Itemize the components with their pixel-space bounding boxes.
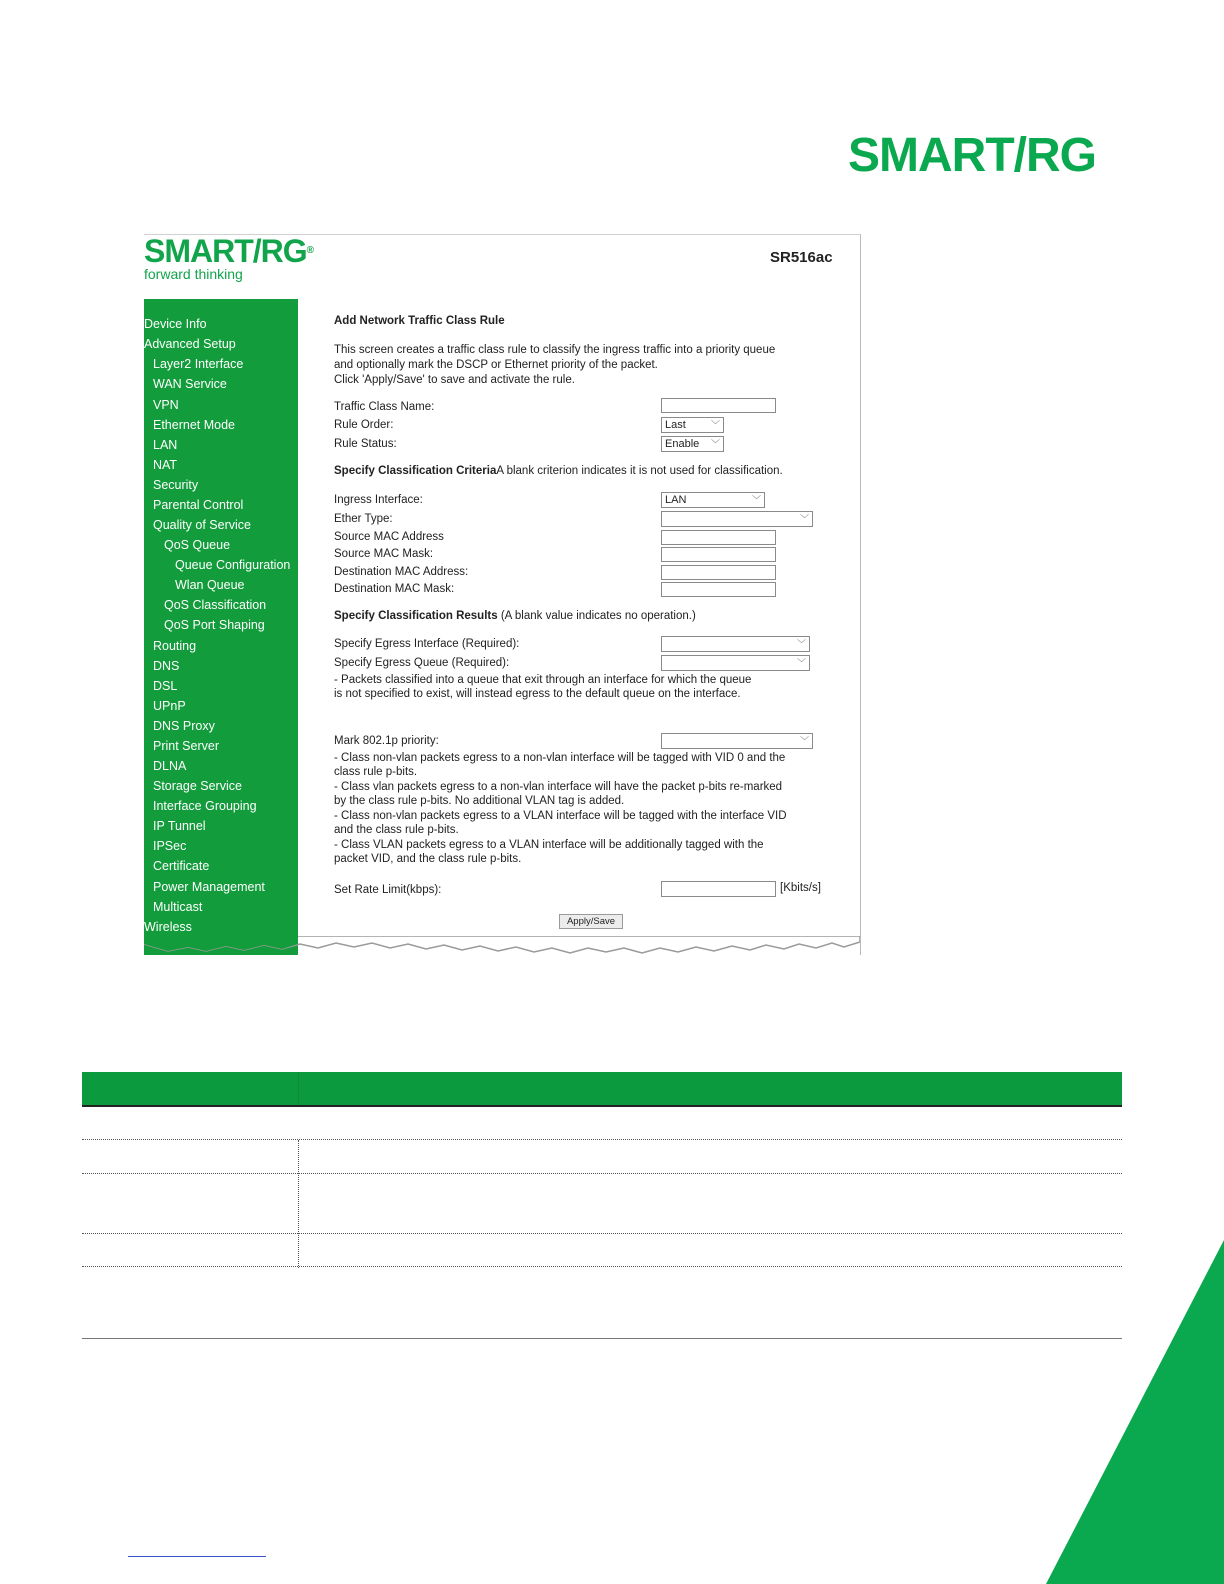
sidebar-item-upnp[interactable]: UPnP: [153, 699, 186, 713]
corner-accent: [1046, 1240, 1224, 1584]
sidebar-item-dsl[interactable]: DSL: [153, 679, 178, 693]
rate-limit-label: Set Rate Limit(kbps):: [334, 884, 442, 896]
sidebar-item-print-server[interactable]: Print Server: [153, 739, 219, 753]
chevron-down-icon: ﹀: [710, 420, 720, 430]
sidebar-item-dns-proxy[interactable]: DNS Proxy: [153, 719, 215, 733]
results-heading: Specify Classification Results (A blank value indicates no operation.): [334, 610, 696, 622]
mark-note: class rule p-bits.: [334, 766, 418, 778]
table-row-divider: [82, 1266, 1122, 1267]
sidebar-item-certificate[interactable]: Certificate: [153, 859, 210, 873]
form-title: Add Network Traffic Class Rule: [334, 315, 505, 327]
sidebar-item-interface-grouping[interactable]: Interface Grouping: [153, 799, 257, 813]
mark-note: - Class vlan packets egress to a non-vlan interface will have the packet p-bits re-marked: [334, 781, 783, 793]
traffic-class-name-label: Traffic Class Name:: [334, 401, 435, 413]
sidebar-item-wan-service[interactable]: WAN Service: [153, 377, 227, 391]
criteria-heading: Specify Classification CriteriaA blank criterion indicates it is not used for classification.: [334, 465, 783, 477]
source-mac-mask-input[interactable]: [661, 547, 776, 562]
source-mac-mask-label: Source MAC Mask:: [334, 548, 434, 560]
apply-save-button[interactable]: Apply/Save: [559, 914, 623, 929]
sidebar-item-dns[interactable]: DNS: [153, 659, 180, 673]
mark-priority-select[interactable]: [661, 733, 813, 749]
ether-type-select[interactable]: [661, 511, 813, 527]
sidebar-item-multicast[interactable]: Multicast: [153, 900, 203, 914]
destination-mac-address-label: Destination MAC Address:: [334, 566, 469, 578]
sidebar-item-dlna[interactable]: DLNA: [153, 759, 187, 773]
mark-note: - Class non-vlan packets egress to a non-vlan interface will be tagged with VID 0 and the: [334, 752, 786, 764]
sidebar-item-device-info[interactable]: Device Info: [144, 317, 207, 331]
destination-mac-mask-label: Destination MAC Mask:: [334, 583, 455, 595]
egress-note-1: - Packets classified into a queue that exit through an interface for which the queue: [334, 674, 752, 686]
intro-line-2: and optionally mark the DSCP or Ethernet priority of the packet.: [334, 359, 658, 371]
destination-mac-mask-input[interactable]: [661, 582, 776, 597]
mark-note: packet VID, and the class rule p-bits.: [334, 853, 522, 865]
egress-note-2: is not specified to exist, will instead egress to the default queue on the interface.: [334, 688, 741, 700]
brand-logo: SMART/RG: [848, 129, 1096, 182]
sidebar: [144, 299, 298, 955]
sidebar-item-qos-queue[interactable]: QoS Queue: [164, 538, 231, 552]
egress-interface-select[interactable]: [661, 636, 810, 652]
sidebar-item-lan[interactable]: LAN: [153, 438, 178, 452]
sidebar-item-qos-port-shaping[interactable]: QoS Port Shaping: [164, 618, 265, 632]
chevron-down-icon: ﹀: [799, 736, 809, 746]
intro-line-1: This screen creates a traffic class rule to classify the ingress traffic into a priority queue: [334, 344, 776, 356]
egress-interface-label: Specify Egress Interface (Required):: [334, 638, 520, 650]
sidebar-item-queue-configuration[interactable]: Queue Configuration: [175, 558, 291, 572]
sidebar-item-parental-control[interactable]: Parental Control: [153, 498, 244, 512]
sidebar-item-power-management[interactable]: Power Management: [153, 880, 265, 894]
egress-queue-label: Specify Egress Queue (Required):: [334, 657, 510, 669]
sidebar-item-storage-service[interactable]: Storage Service: [153, 779, 242, 793]
mark-priority-label: Mark 802.1p priority:: [334, 735, 439, 747]
sidebar-item-ipsec[interactable]: IPSec: [153, 839, 187, 853]
rate-unit: [Kbits/s]: [780, 882, 821, 894]
screenshot-logo: SMART/RG®: [144, 234, 314, 269]
sidebar-item-wlan-queue[interactable]: Wlan Queue: [175, 578, 245, 592]
table-column-divider: [298, 1140, 299, 1268]
footer-link-underline[interactable]: [128, 1556, 266, 1557]
sidebar-item-wireless[interactable]: Wireless: [144, 920, 192, 934]
mark-note: - Class VLAN packets egress to a VLAN interface will be additionally tagged with the: [334, 839, 764, 851]
rule-status-label: Rule Status:: [334, 438, 397, 450]
source-mac-address-label: Source MAC Address: [334, 531, 444, 543]
table-row-divider: [82, 1173, 1122, 1174]
egress-queue-select[interactable]: [661, 655, 810, 671]
mark-note: by the class rule p-bits. No additional VLAN tag is added.: [334, 795, 625, 807]
table-row-divider: [82, 1233, 1122, 1234]
ingress-interface-select[interactable]: LAN ﹀: [661, 492, 765, 508]
rate-limit-input[interactable]: [661, 881, 776, 897]
sidebar-item-quality-of-service[interactable]: Quality of Service: [153, 518, 251, 532]
sidebar-item-security[interactable]: Security: [153, 478, 199, 492]
chevron-down-icon: ﹀: [796, 639, 806, 649]
sidebar-item-ethernet-mode[interactable]: Ethernet Mode: [153, 418, 235, 432]
model-name: SR516ac: [770, 249, 833, 266]
ingress-interface-label: Ingress Interface:: [334, 494, 423, 506]
rule-order-label: Rule Order:: [334, 419, 394, 431]
source-mac-address-input[interactable]: [661, 530, 776, 545]
sidebar-item-layer2-interface[interactable]: Layer2 Interface: [153, 357, 244, 371]
mark-note: and the class rule p-bits.: [334, 824, 459, 836]
rule-status-select[interactable]: Enable ﹀: [661, 436, 724, 452]
table-header: [82, 1072, 1122, 1107]
chevron-down-icon: ﹀: [799, 514, 809, 524]
mark-note: - Class non-vlan packets egress to a VLAN interface will be tagged with the interface VID: [334, 810, 787, 822]
sidebar-item-nat[interactable]: NAT: [153, 458, 178, 472]
torn-edge: [144, 936, 860, 962]
sidebar-item-ip-tunnel[interactable]: IP Tunnel: [153, 819, 206, 833]
intro-line-3: Click 'Apply/Save' to save and activate the rule.: [334, 374, 575, 386]
sidebar-item-routing[interactable]: Routing: [153, 639, 197, 653]
chevron-down-icon: ﹀: [710, 439, 720, 449]
chevron-down-icon: ﹀: [751, 495, 761, 505]
sidebar-item-qos-classification[interactable]: QoS Classification: [164, 598, 267, 612]
sidebar-item-vpn[interactable]: VPN: [153, 398, 179, 412]
table-row-divider: [82, 1139, 1122, 1140]
router-screenshot: [144, 234, 861, 955]
destination-mac-address-input[interactable]: [661, 565, 776, 580]
sidebar-item-advanced-setup[interactable]: Advanced Setup: [144, 337, 236, 351]
traffic-class-name-input[interactable]: [661, 398, 776, 413]
rule-order-select[interactable]: Last ﹀: [661, 417, 724, 433]
footer-rule: [82, 1338, 1122, 1339]
screenshot-tagline: forward thinking: [144, 266, 243, 282]
ether-type-label: Ether Type:: [334, 513, 393, 525]
chevron-down-icon: ﹀: [796, 658, 806, 668]
